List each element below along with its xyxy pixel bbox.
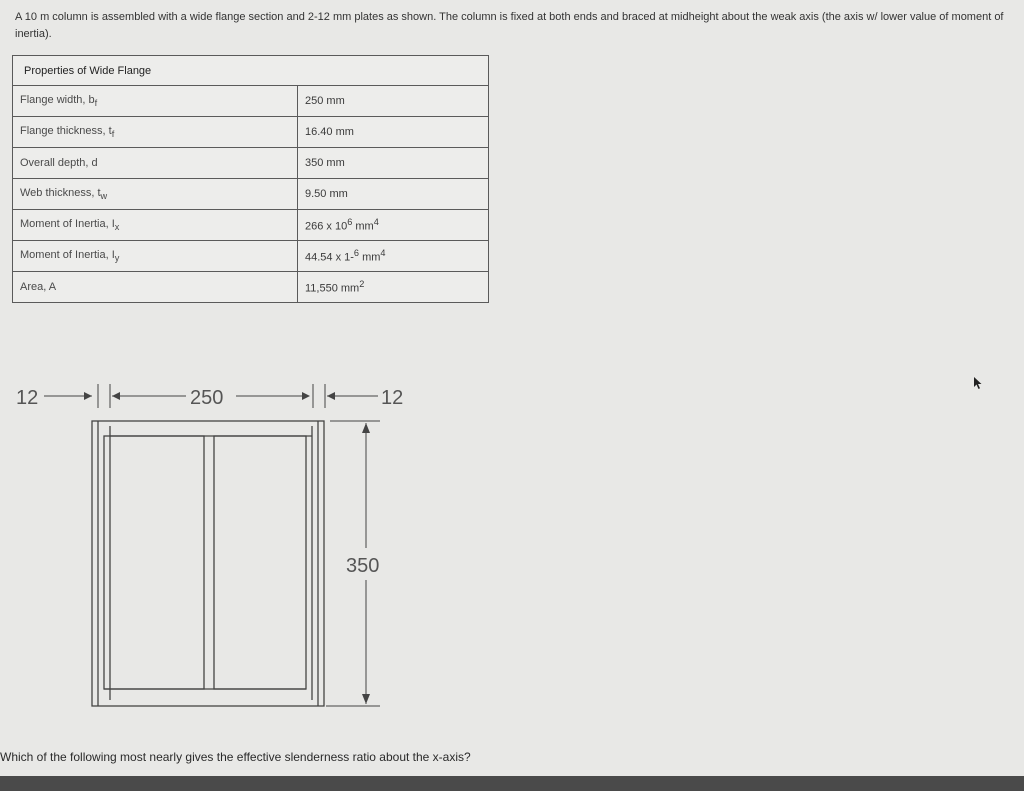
table-row	[13, 86, 489, 117]
problem-statement: A 10 m column is assembled with a wide flange section and 2-12 mm plates as shown. The column is fixed at both ends and braced at midheight about the weak axis (the axis w/ lower value of moment of inertia).	[15, 11, 1004, 40]
area-label: Area, A	[13, 272, 298, 303]
moment-of-inertia-y-value: 44.54 x 1-$^6$ $mm^4$	[298, 241, 489, 272]
left-cavity	[104, 436, 204, 689]
dim-depth-text: 350	[346, 555, 380, 577]
table-header: Properties of Wide Flange	[13, 56, 489, 86]
moment-of-inertia-x-label: Moment of Inertia, $I_x$	[13, 210, 298, 241]
flange-thickness-label: Flange thickness, $t_f$	[13, 117, 298, 148]
flange-thickness-value: 16.40 mm	[298, 117, 489, 148]
column-section-diagram	[0, 370, 460, 715]
web-thickness-value: 9.50 mm	[298, 179, 489, 210]
arrowhead-icon	[362, 694, 370, 704]
wide-flange-properties-table	[12, 55, 489, 303]
arrowhead-icon	[362, 423, 370, 433]
mouse-pointer-icon	[973, 376, 983, 390]
area-value: 11,550 $mm^2$	[298, 272, 489, 303]
table-row	[13, 241, 489, 272]
table-row	[13, 148, 489, 179]
overall-depth-label: Overall depth, d	[13, 148, 298, 179]
built-up-section	[92, 421, 324, 706]
moment-of-inertia-x-value: 266 x $10^6$ $mm^4$	[298, 210, 489, 241]
question-text: Which of the following most nearly gives the effective slenderness ratio about the x-axis?	[0, 750, 471, 764]
dim-right-plate-text: 12	[381, 387, 404, 409]
flange-width-value: 250 mm	[298, 86, 489, 117]
arrowhead-icon	[84, 392, 92, 400]
table-row	[13, 117, 489, 148]
table-row	[13, 179, 489, 210]
table-header-row	[13, 56, 489, 86]
dim-left-plate-text: 12	[16, 387, 39, 409]
outer-outline	[92, 421, 324, 706]
dim-flange-text: 250	[190, 387, 224, 409]
web-thickness-label: Web thickness, $t_w$	[13, 179, 298, 210]
table-row	[13, 272, 489, 303]
right-cavity	[214, 436, 306, 689]
arrowhead-icon	[302, 392, 310, 400]
overall-depth-value: 350 mm	[298, 148, 489, 179]
moment-of-inertia-y-label: Moment of Inertia, $I_y$	[13, 241, 298, 272]
table-row	[13, 210, 489, 241]
flange-width-label: Flange width, $b_f$	[13, 86, 298, 117]
bottom-bar	[0, 776, 1024, 791]
